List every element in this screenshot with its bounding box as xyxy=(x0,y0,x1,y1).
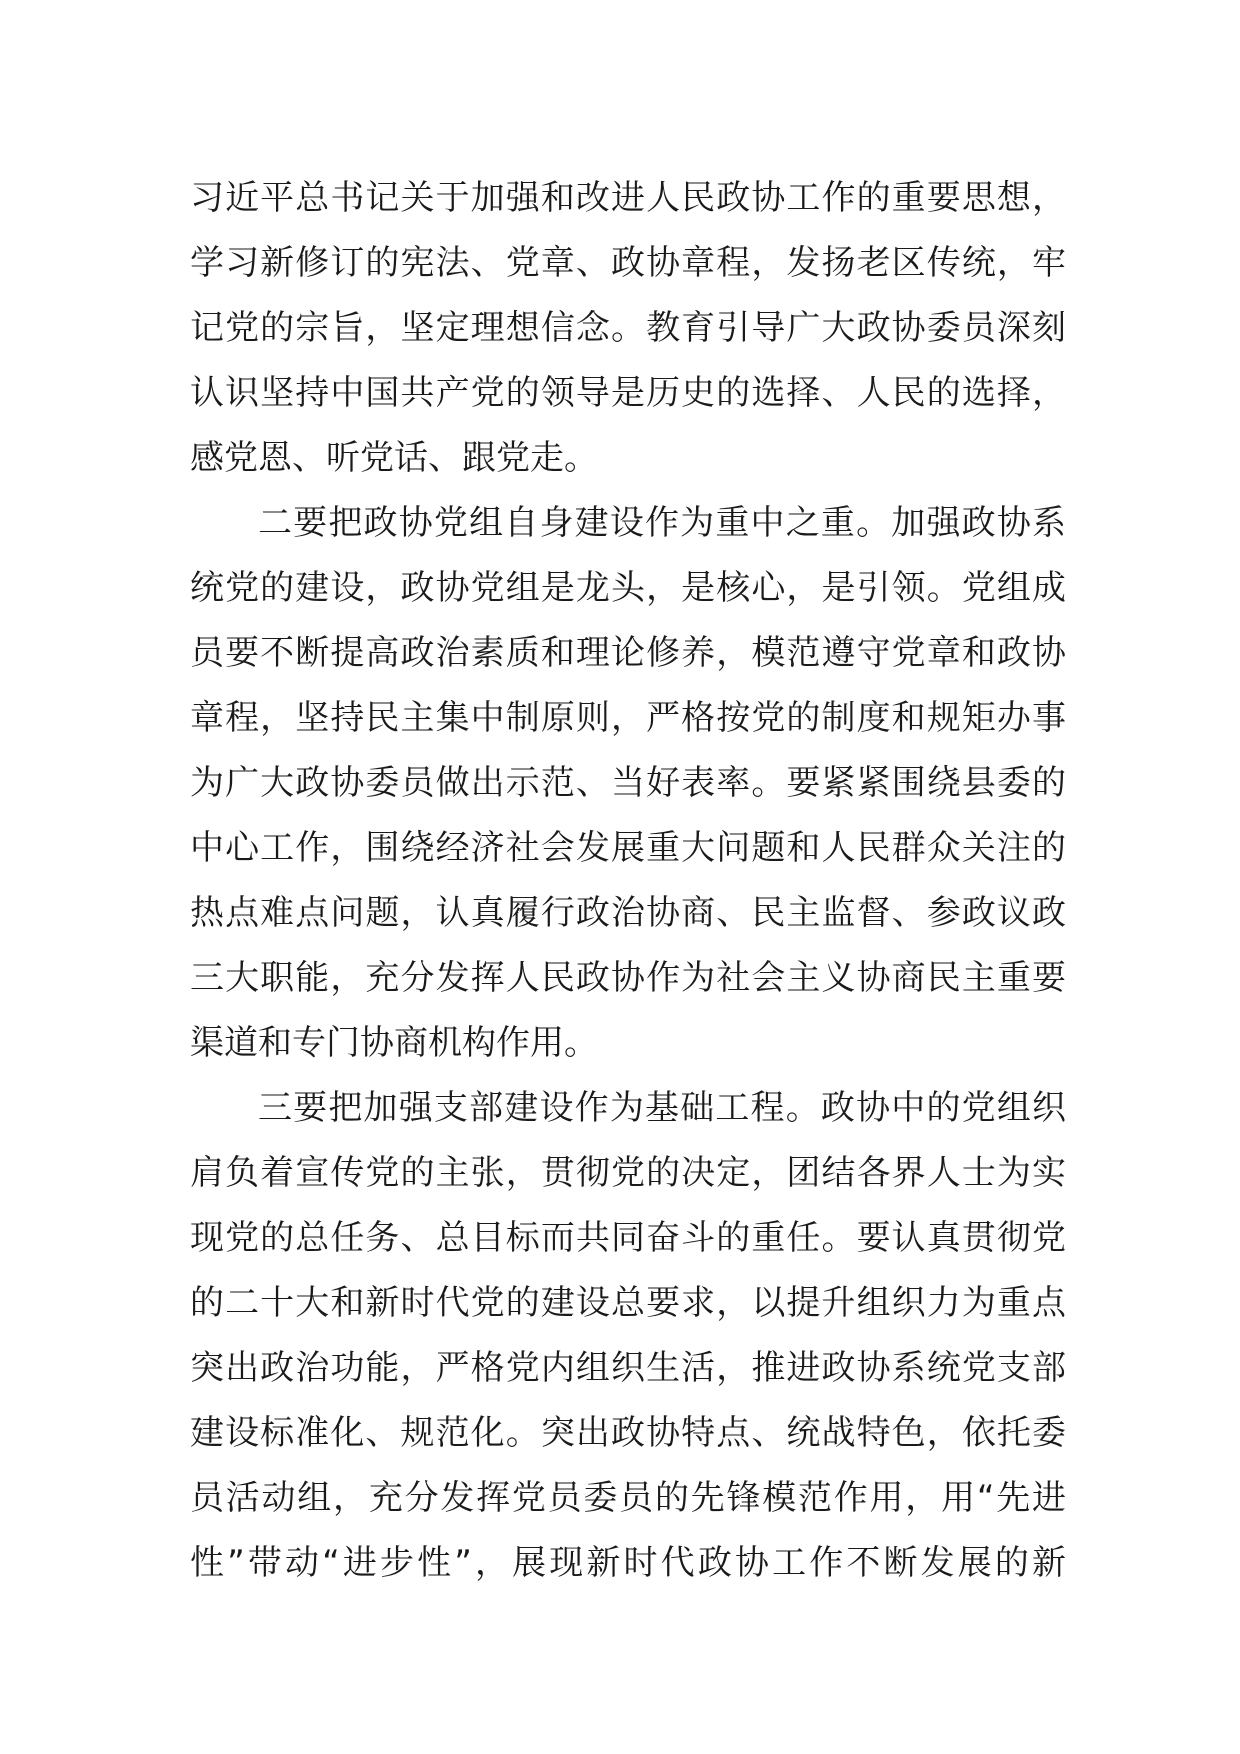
text-line: 记党的宗旨，坚定理想信念。教育引导广大政协委员深刻 xyxy=(190,308,1066,348)
text-line: 的二十大和新时代党的建设总要求，以提升组织力为重点 xyxy=(190,1283,1066,1323)
text-line: 渠道和专门协商机构作用。 xyxy=(190,1023,598,1063)
text-line: 肩负着宣传党的主张，贯彻党的决定，团结各界人士为实 xyxy=(190,1153,1066,1193)
text-line: 建设标准化、规范化。突出政协特点、统战特色，依托委 xyxy=(190,1413,1066,1453)
text-line: 感党恩、听党话、跟党走。 xyxy=(190,438,598,478)
text-line: 突出政治功能，严格党内组织生活，推进政协系统党支部 xyxy=(190,1348,1066,1388)
text-line: 为广大政协委员做出示范、当好表率。要紧紧围绕县委的 xyxy=(190,763,1066,803)
text-line: 现党的总任务、总目标而共同奋斗的重任。要认真贯彻党 xyxy=(190,1218,1066,1258)
text-line: 热点难点问题，认真履行政治协商、民主监督、参政议政 xyxy=(190,893,1066,933)
text-line: 员活动组，充分发挥党员委员的先锋模范作用，用“先进 xyxy=(190,1478,1066,1518)
text-line: 二要把政协党组自身建设作为重中之重。加强政协系 xyxy=(258,503,1066,543)
text-line: 学习新修订的宪法、党章、政协章程，发扬老区传统，牢 xyxy=(190,243,1066,283)
body-text xyxy=(190,166,1066,1596)
text-line: 三要把加强支部建设作为基础工程。政协中的党组织 xyxy=(258,1088,1066,1128)
text-line: 习近平总书记关于加强和改进人民政协工作的重要思想， xyxy=(190,178,1066,218)
text-line: 三大职能，充分发挥人民政协作为社会主义协商民主重要 xyxy=(190,958,1066,998)
text-line: 统党的建设，政协党组是龙头，是核心，是引领。党组成 xyxy=(190,568,1066,608)
text-line: 中心工作，围绕经济社会发展重大问题和人民群众关注的 xyxy=(190,828,1066,868)
text-line: 章程，坚持民主集中制原则，严格按党的制度和规矩办事 xyxy=(190,698,1066,738)
text-line: 性”带动“进步性”，展现新时代政协工作不断发展的新 xyxy=(190,1543,1066,1583)
text-line: 认识坚持中国共产党的领导是历史的选择、人民的选择， xyxy=(190,373,1066,413)
text-line: 员要不断提高政治素质和理论修养，模范遵守党章和政协 xyxy=(190,633,1066,673)
